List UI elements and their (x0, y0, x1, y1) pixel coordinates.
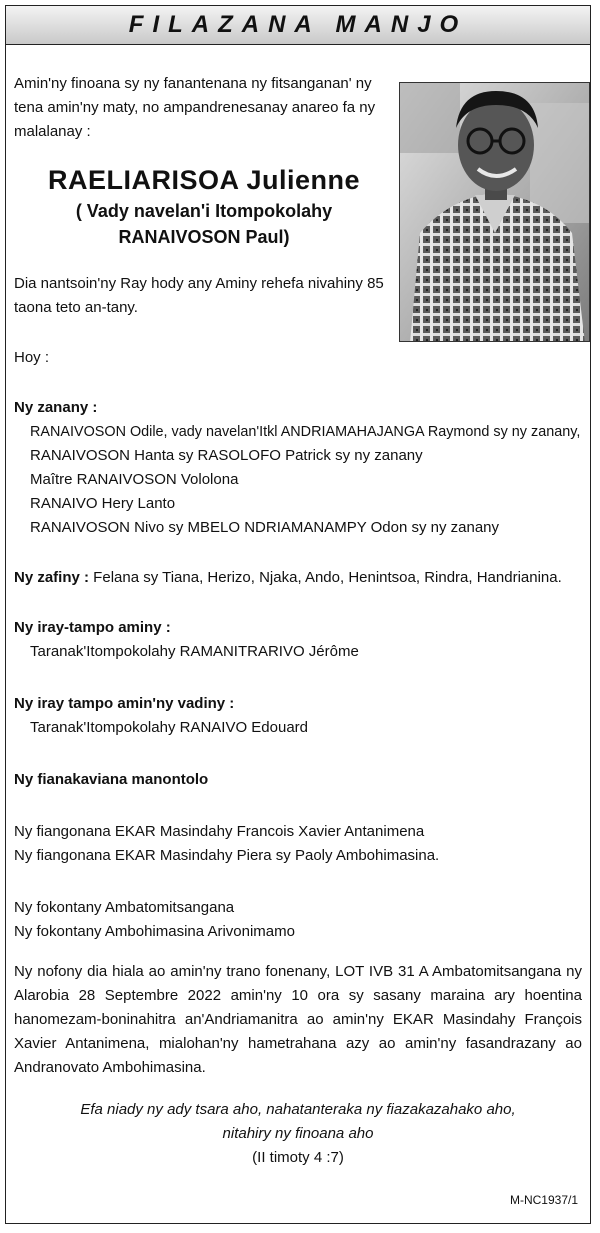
funeral-details: Ny nofony dia hiala ao amin'ny trano fonenany, LOT IVB 31 A Ambatomitsangana ny Alarobia 28 Septembre 2022 amin'ny 10 ora sy sasany maraina ary hoentina hanomezam-boninahitra an'Andriamanitra ao amin'ny EKAR Masindahy François Xavier Antanimena, mialohan'ny hametrahana azy ao amin'ny fasandrazany ao Andranovato Ambohimasina. (14, 963, 582, 1076)
grandchildren-line (14, 566, 582, 590)
spouse-line-2: RANAIVOSON Paul) (118, 227, 290, 247)
portrait-image (400, 83, 590, 342)
siblings-item: Taranak'Itompokolahy RAMANITRARIVO Jérôme (30, 643, 359, 660)
grandchildren-names: Felana sy Tiana, Herizo, Njaka, Ando, Henintsoa, Rindra, Handrianina. (89, 569, 562, 586)
child-item: RANAIVO Hery Lanto (30, 495, 176, 512)
child-item: RANAIVOSON Hanta sy RASOLOFO Patrick sy ny zanany (30, 447, 423, 464)
children-list (14, 420, 582, 540)
spouse-line-1: ( Vady navelan'i Itompokolahy (75, 201, 333, 221)
fokontany-item: Ny fokontany Ambohimasina Arivonimamo (14, 923, 295, 940)
spouse-siblings-title: Ny iray tampo amin'ny vadiny : (14, 695, 235, 712)
churches-list (14, 820, 582, 868)
deceased-name: RAELIARISOA Julienne (47, 165, 361, 195)
siblings-title: Ny iray-tampo aminy : (14, 619, 171, 636)
children-title: Ny zanany : (14, 399, 98, 416)
verse-reference: (II timoty 4 :7) (252, 1149, 344, 1166)
church-item: Ny fiangonana EKAR Masindahy Francois Xavier Antanimena (14, 823, 425, 840)
notice-code: M-NC1937/1 (509, 1193, 578, 1207)
church-item: Ny fiangonana EKAR Masindahy Piera sy Paoly Ambohimasina. (14, 847, 440, 864)
bible-verse (14, 1098, 582, 1170)
child-item: Maître RANAIVOSON Vololona (30, 471, 239, 488)
intro-text: Amin'ny finoana sy ny fanantenana ny fitsanganan' ny tena amin'ny maty, no ampandrenesanay anareo fa ny malalanay : (14, 75, 376, 140)
deceased-photo (399, 82, 590, 342)
child-item: RANAIVOSON Odile, vady navelan'Itkl ANDRIAMAHAJANGA Raymond sy ny zanany, (30, 424, 581, 440)
child-item: RANAIVOSON Nivo sy MBELO NDRIAMANAMPY Odon sy ny zanany (30, 519, 500, 536)
notice-content (14, 72, 582, 1170)
hoy-label: Hoy : (14, 349, 50, 366)
family-title: Ny fianakaviana manontolo (14, 771, 209, 788)
notice-header: FILAZANA MANJO (6, 6, 590, 45)
spouse-siblings-item: Taranak'Itompokolahy RANAIVO Edouard (30, 719, 309, 736)
grandchildren-title: Ny zafiny : (14, 569, 90, 586)
death-notice: Dia nantsoin'ny Ray hody any Aminy rehefa nivahiny 85 taona teto an-tany. (14, 275, 384, 316)
notice-frame (5, 5, 591, 1224)
fokontany-item: Ny fokontany Ambatomitsangana (14, 899, 235, 916)
fokontany-list (14, 896, 582, 944)
verse-line-1: Efa niady ny ady tsara aho, nahatanteraka ny fiazakazahako aho, (80, 1101, 516, 1118)
verse-line-2: nitahiry ny finoana aho (222, 1125, 374, 1142)
